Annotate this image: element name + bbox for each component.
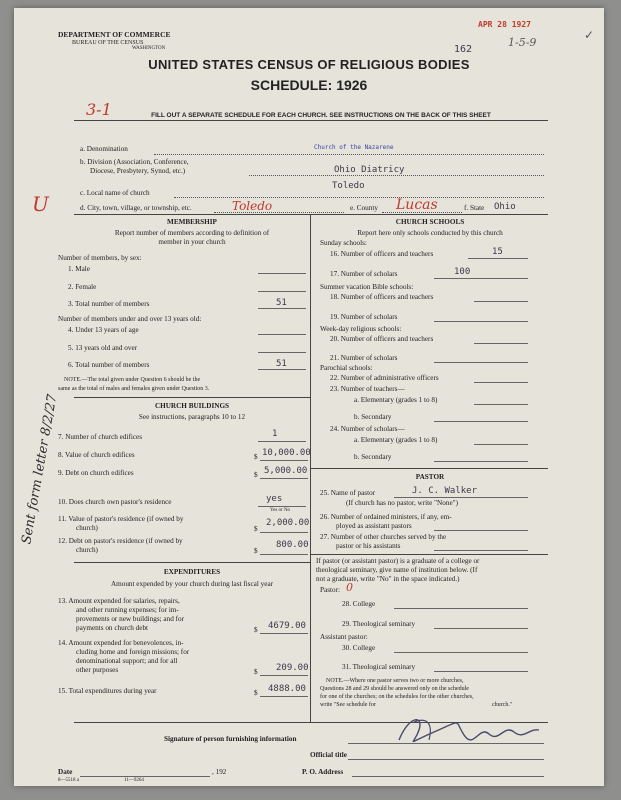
local-name-label: c. Local name of church bbox=[80, 189, 150, 197]
q13-value: 4679.00 bbox=[268, 621, 306, 631]
q27-line bbox=[434, 550, 528, 551]
q7-line bbox=[258, 441, 306, 442]
date-label: Date bbox=[58, 768, 73, 776]
pastor-note-4b: church." bbox=[492, 702, 513, 708]
q28-label: 28. College bbox=[342, 600, 376, 608]
expenditures-heading: EXPENDITURES bbox=[163, 568, 221, 576]
state-label: f. State bbox=[464, 204, 485, 212]
q31-line bbox=[434, 671, 528, 672]
q16-label: 16. Number of officers and teachers bbox=[330, 250, 434, 258]
q6-value: 51 bbox=[276, 359, 287, 369]
q22-line bbox=[474, 382, 528, 383]
q14-label-1: 14. Amount expended for benevolences, in- bbox=[58, 639, 184, 647]
q24b-label: b. Secondary bbox=[354, 453, 392, 461]
department-label: DEPARTMENT OF COMMERCE bbox=[58, 30, 171, 39]
schedule-title: SCHEDULE: 1926 bbox=[250, 77, 368, 93]
q6-line bbox=[258, 369, 306, 370]
graduate-text-1: If pastor (or assistant pastor) is a graduate of a college or bbox=[316, 557, 480, 565]
membership-heading: MEMBERSHIP bbox=[167, 218, 217, 226]
red-mark-3-1: 3-1 bbox=[86, 100, 112, 119]
address-line bbox=[352, 776, 544, 777]
q16-value: 15 bbox=[492, 247, 503, 257]
q25-value: J. C. Walker bbox=[412, 486, 478, 496]
pastor-note-2: Questions 28 and 29 should be answered only on the schedule bbox=[320, 686, 469, 692]
q21-label: 21. Number of scholars bbox=[330, 354, 398, 362]
form-title: UNITED STATES CENSUS OF RELIGIOUS BODIES bbox=[148, 57, 470, 72]
q30-line bbox=[394, 652, 528, 653]
q31-label: 31. Theological seminary bbox=[342, 663, 416, 671]
q29-label: 29. Theological seminary bbox=[342, 620, 416, 628]
q12-label-1: 12. Debt on pastor's residence (if owned by bbox=[58, 537, 183, 545]
membership-note-1: NOTE.—The total given under Question 6 should be the bbox=[64, 377, 201, 383]
official-title-label: Official title bbox=[310, 751, 347, 759]
instruction-underline bbox=[74, 120, 548, 121]
q13-line bbox=[260, 633, 308, 634]
q20-line bbox=[474, 343, 528, 344]
city-label: WASHINGTON bbox=[132, 46, 166, 51]
q19-line bbox=[434, 321, 528, 322]
q17-line bbox=[434, 278, 528, 279]
pastor-sub-value: 0 bbox=[346, 581, 353, 594]
q19-label: 19. Number of scholars bbox=[330, 313, 398, 321]
q12-value: 800.00 bbox=[276, 540, 309, 550]
schedule-number: 162 bbox=[454, 44, 473, 55]
local-name-line bbox=[174, 197, 544, 198]
year-label: , 192 bbox=[212, 768, 227, 776]
q16-line bbox=[468, 258, 528, 259]
q21-line bbox=[434, 362, 528, 363]
q13-label-3: provements or new buildings; and for bbox=[76, 615, 184, 623]
q8-line bbox=[260, 460, 308, 461]
q15-dollar: $ bbox=[254, 689, 258, 697]
q22-label: 22. Number of administrative officers bbox=[330, 374, 439, 382]
q14-label-4: other purposes bbox=[76, 666, 119, 674]
q5-over-13: 5. 13 years old and over bbox=[68, 344, 138, 352]
q9-line bbox=[260, 478, 308, 479]
q14-dollar: $ bbox=[254, 668, 258, 676]
q25-label: 25. Name of pastor bbox=[320, 489, 376, 497]
yes-no-hint: Yes or No bbox=[270, 508, 291, 513]
pastor-sub-label: Pastor: bbox=[320, 586, 340, 594]
q24-label: 24. Number of scholars— bbox=[330, 425, 405, 433]
q17-value: 100 bbox=[454, 267, 471, 277]
q29-line bbox=[434, 628, 528, 629]
county-value: Lucas bbox=[396, 197, 438, 213]
q14-line bbox=[260, 675, 308, 676]
q10-residence: 10. Does church own pastor's residence bbox=[58, 498, 172, 506]
q12-dollar: $ bbox=[254, 547, 258, 555]
denomination-label: a. Denomination bbox=[80, 145, 128, 153]
q15-total: 15. Total expenditures during year bbox=[58, 687, 157, 695]
q24a-label: a. Elementary (grades 1 to 8) bbox=[354, 436, 438, 444]
membership-intro-2: member in your church bbox=[158, 238, 226, 246]
q26-line bbox=[434, 530, 528, 531]
local-name-value: Toledo bbox=[332, 181, 365, 191]
denomination-line bbox=[154, 154, 544, 155]
q23a-line bbox=[474, 404, 528, 405]
address-label: P. O. Address bbox=[302, 768, 344, 776]
q3-line bbox=[258, 308, 306, 309]
census-form-sheet bbox=[14, 8, 604, 786]
q24a-line bbox=[474, 444, 528, 445]
pastor-heading: PASTOR bbox=[415, 473, 445, 481]
q11-value: 2,000.00 bbox=[266, 518, 310, 528]
members-by-sex-label: Number of members, by sex: bbox=[58, 254, 142, 262]
q20-label: 20. Number of officers and teachers bbox=[330, 335, 434, 343]
q27-label-2: pastor or his assistants bbox=[336, 542, 401, 550]
q1-male: 1. Male bbox=[68, 265, 90, 273]
q4-under-13: 4. Under 13 years of age bbox=[68, 326, 139, 334]
q9-value: 5,000.00 bbox=[264, 466, 308, 476]
q15-line bbox=[260, 696, 308, 697]
division-value: Ohio Diatricy bbox=[334, 165, 405, 175]
q23b-line bbox=[434, 421, 528, 422]
q7-edifices: 7. Number of church edifices bbox=[58, 433, 143, 441]
q23-label: 23. Number of teachers— bbox=[330, 385, 405, 393]
buildings-intro: See instructions, paragraphs 10 to 12 bbox=[138, 413, 246, 421]
city-field-label: d. City, town, village, or township, etc. bbox=[80, 204, 192, 212]
date-note: 1-5-9 bbox=[508, 36, 537, 49]
pastor-note-3: for one of the churches; on the schedules for the other churches, bbox=[320, 694, 474, 700]
form-number: 8—5518 a bbox=[58, 778, 79, 783]
state-value: Ohio bbox=[494, 202, 516, 212]
received-stamp: APR 28 1927 bbox=[478, 20, 531, 29]
q13-label-1: 13. Amount expended for salaries, repairs, bbox=[58, 597, 180, 605]
q30-label: 30. College bbox=[342, 644, 376, 652]
q8-value-label: 8. Value of church edifices bbox=[58, 451, 135, 459]
instruction-line: FILL OUT A SEPARATE SCHEDULE FOR EACH CHURCH. SEE INSTRUCTIONS ON THE BACK OF THIS SHEET bbox=[151, 112, 491, 119]
q26-label-2: ployed as assistant pastors bbox=[336, 522, 412, 530]
q8-value: 10,000.00 bbox=[262, 448, 311, 458]
margin-handwritten-note: Sent form letter 8/2/27 bbox=[19, 393, 61, 546]
q15-value: 4888.00 bbox=[268, 684, 306, 694]
q27-label-1: 27. Number of other churches served by the bbox=[320, 533, 447, 541]
pastor-note-1: NOTE.—Where one pastor serves two or more churches, bbox=[326, 678, 464, 684]
check-mark: ✓ bbox=[584, 28, 595, 42]
q9-dollar: $ bbox=[254, 471, 258, 479]
parochial-schools-label: Parochial schools: bbox=[320, 364, 373, 372]
graduate-text-3: not a graduate, write "No" in the space indicated.) bbox=[316, 575, 460, 583]
q13-dollar: $ bbox=[254, 626, 258, 634]
q4-line bbox=[258, 334, 306, 335]
q17-label: 17. Number of scholars bbox=[330, 270, 398, 278]
division-label: b. Division (Association, Conference, bbox=[80, 158, 189, 166]
q9-debt-label: 9. Debt on church edifices bbox=[58, 469, 134, 477]
q25-note: (If church has no pastor, write "None") bbox=[346, 499, 458, 507]
q11-dollar: $ bbox=[254, 525, 258, 533]
age-heading: Number of members under and over 13 years old: bbox=[58, 315, 202, 323]
q6-total: 6. Total number of members bbox=[68, 361, 150, 369]
schools-intro: Report here only schools conducted by this church bbox=[357, 229, 503, 237]
q2-line bbox=[258, 291, 306, 292]
q3-total: 3. Total number of members bbox=[68, 300, 150, 308]
graduate-text-2: theological seminary, give name of institution below. (If bbox=[316, 566, 478, 574]
weekday-schools-label: Week-day religious schools: bbox=[320, 325, 402, 333]
q2-female: 2. Female bbox=[68, 283, 97, 291]
q28-line bbox=[394, 608, 528, 609]
q12-label-2: church) bbox=[76, 546, 98, 554]
assistant-pastor-label: Assistant pastor: bbox=[320, 633, 368, 641]
q24b-line bbox=[434, 461, 528, 462]
graduate-rule bbox=[310, 554, 548, 555]
q14-value: 209.00 bbox=[276, 663, 309, 673]
q14-label-3: denominational support; and for all bbox=[76, 657, 178, 665]
pastor-rule bbox=[310, 468, 548, 469]
membership-note-2: same as the total of males and females given under Question 3. bbox=[58, 386, 210, 392]
q11-label-1: 11. Value of pastor's residence (if owned by bbox=[58, 515, 184, 523]
division-line bbox=[249, 175, 544, 176]
q12-line bbox=[260, 554, 308, 555]
q26-label-1: 26. Number of ordained ministers, if any, em- bbox=[320, 513, 452, 521]
schools-heading: CHURCH SCHOOLS bbox=[395, 218, 465, 226]
q10-value: yes bbox=[266, 494, 283, 504]
q1-line bbox=[258, 273, 306, 274]
q14-label-2: cluding home and foreign missions; for bbox=[76, 648, 190, 656]
date-line bbox=[80, 776, 210, 777]
q5-line bbox=[258, 352, 306, 353]
signature-scribble bbox=[394, 710, 544, 748]
q7-value: 1 bbox=[272, 429, 278, 439]
city-value: Toledo bbox=[232, 199, 273, 213]
q3-value: 51 bbox=[276, 298, 287, 308]
q8-dollar: $ bbox=[254, 453, 258, 461]
bureau-label: BUREAU OF THE CENSUS bbox=[72, 40, 144, 46]
pastor-note-4: write "See schedule for bbox=[320, 702, 376, 708]
sunday-schools-label: Sunday schools: bbox=[320, 239, 367, 247]
membership-intro-1: Report number of members according to definition of bbox=[114, 229, 270, 237]
red-mark-u: U bbox=[32, 192, 49, 216]
q11-label-2: church) bbox=[76, 524, 98, 532]
q25-line bbox=[394, 497, 528, 498]
q18-line bbox=[474, 301, 528, 302]
expenditures-intro: Amount expended by your church during last fiscal year bbox=[110, 580, 274, 588]
official-title-line bbox=[348, 759, 544, 760]
q13-label-4: payments on church debt bbox=[76, 624, 149, 632]
county-label: e. County bbox=[350, 204, 378, 212]
q23b-label: b. Secondary bbox=[354, 413, 392, 421]
denomination-value: Church of the Nazarene bbox=[314, 144, 394, 151]
print-number: 11—9264 bbox=[124, 778, 144, 783]
section-top-rule bbox=[74, 214, 548, 215]
division-label-2: Diocese, Presbytery, Synod, etc.) bbox=[90, 167, 186, 175]
expenditures-rule bbox=[74, 562, 310, 563]
summer-schools-label: Summer vacation Bible schools: bbox=[320, 283, 414, 291]
signature-label: Signature of person furnishing information bbox=[164, 735, 297, 743]
buildings-heading: CHURCH BUILDINGS bbox=[154, 402, 230, 410]
q18-label: 18. Number of officers and teachers bbox=[330, 293, 434, 301]
q13-label-2: and other running expenses; for im- bbox=[76, 606, 179, 614]
buildings-rule bbox=[74, 397, 310, 398]
q23a-label: a. Elementary (grades 1 to 8) bbox=[354, 396, 438, 404]
q11-line bbox=[260, 532, 308, 533]
